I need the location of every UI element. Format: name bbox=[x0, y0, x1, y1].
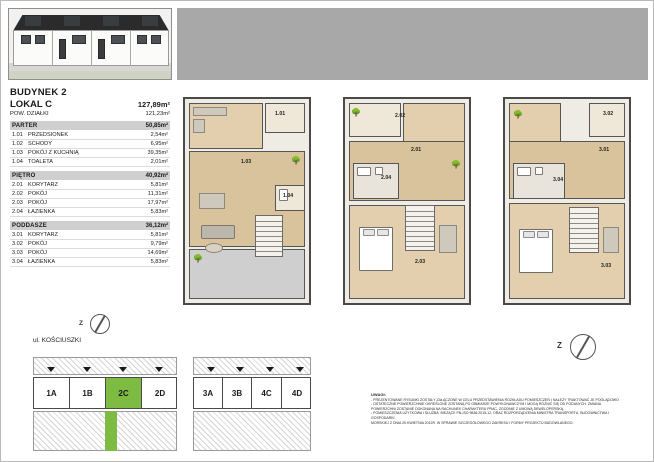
building-row-left bbox=[33, 377, 177, 409]
table-row bbox=[10, 240, 170, 249]
facade-window bbox=[35, 35, 45, 44]
dining-table bbox=[199, 193, 225, 209]
room-tag-2-02: 2.02 bbox=[395, 113, 406, 119]
site-plan bbox=[11, 337, 341, 454]
plant-icon: 🌳 bbox=[451, 160, 461, 169]
facade-window bbox=[151, 35, 161, 44]
room-table bbox=[10, 231, 170, 267]
entry-arrow-icon bbox=[296, 367, 304, 372]
poddasze-stairs bbox=[569, 207, 599, 253]
room-number: 2.03 bbox=[10, 199, 26, 208]
entry-arrow-icon bbox=[83, 367, 91, 372]
parter-stairs bbox=[255, 215, 283, 257]
bathtub bbox=[517, 167, 531, 176]
notes-line: - OSTATECZNE POWIERZCHNIE OKREŚLONE ZOSTANĄ PO OBMIARZE POWYKONAWCZYM I MOGĄ RÓŻNIĆ SIĘ OD PODANYCH. ZMIANA bbox=[371, 402, 602, 407]
room-tag-1-01: 1.01 bbox=[275, 111, 286, 117]
room-table bbox=[10, 131, 170, 167]
room-table bbox=[10, 181, 170, 217]
section-name: PODDASZE bbox=[12, 222, 47, 229]
room-number: 3.01 bbox=[10, 231, 26, 240]
site-unit-2c[interactable]: 2C bbox=[106, 378, 142, 408]
coffee-table bbox=[205, 243, 223, 253]
room-label: POKÓJ Z KUCHNIĄ bbox=[26, 149, 136, 158]
parter-entrance-1-01 bbox=[265, 103, 305, 133]
section-name: PARTER bbox=[12, 122, 38, 129]
entry-arrow-icon bbox=[47, 367, 55, 372]
entry-arrow-icon bbox=[266, 367, 274, 372]
street-name: ul. KOŚCIUSZKI bbox=[33, 337, 82, 344]
facade-window bbox=[72, 35, 86, 44]
plot-hatch-left bbox=[33, 357, 177, 375]
notes-title: UWAGI: bbox=[371, 392, 386, 397]
room-number: 1.03 bbox=[10, 149, 26, 158]
room-area: 2,54m² bbox=[136, 131, 170, 140]
room-tag-2-03: 2.03 bbox=[415, 259, 426, 265]
room-label: KORYTARZ bbox=[26, 231, 136, 240]
site-unit-4d[interactable]: 4D bbox=[291, 388, 303, 398]
room-label: POKÓJ bbox=[26, 249, 136, 258]
site-unit-4c[interactable]: 4C bbox=[252, 378, 282, 408]
facade-door bbox=[98, 39, 105, 59]
table-row bbox=[10, 131, 170, 140]
facade-dormer bbox=[103, 16, 119, 26]
apartment-legend bbox=[10, 87, 170, 267]
notes-line: - POMIESZCZENIA UŻYTKOWA I SŁUŻBA. BIEŻĄCE PN-ISO 9836:2015-12, ORAZ ROZPORZĄDZENIA MINISTRA TRANSPORTU, BUDOWNICTWA I bbox=[371, 411, 610, 416]
room-area: 6,95m² bbox=[136, 140, 170, 149]
facade-window bbox=[111, 35, 125, 44]
room-label: ŁAZIENKA bbox=[26, 208, 136, 217]
table-row bbox=[10, 149, 170, 158]
room-number: 2.01 bbox=[10, 181, 26, 190]
sink bbox=[375, 167, 383, 175]
room-label: PRZEDSIONEK bbox=[26, 131, 136, 140]
notes-line: - PREZENTOWANE RYSUNKI ZOSTAŁY ZAŁĄCZONE W CELU PRZEDSTAWIENIA ROZKŁADU POMIESZCZEŃ I NALEŻY TRAKTOWAĆ JE POGLĄDOWO bbox=[371, 397, 619, 402]
room-label: KORYTARZ bbox=[26, 181, 136, 190]
room-tag-3-01: 3.01 bbox=[599, 147, 610, 153]
plot-area-label: POW. DZIAŁKI bbox=[10, 111, 49, 117]
table-row bbox=[10, 140, 170, 149]
room-number: 3.03 bbox=[10, 249, 26, 258]
room-area: 5,81m² bbox=[136, 181, 170, 190]
room-label: TOALETA bbox=[26, 158, 136, 167]
table-row bbox=[10, 258, 170, 267]
unit-total-area: 127,89m² bbox=[137, 100, 170, 109]
room-label: POKÓJ bbox=[26, 199, 136, 208]
room-tag-3-02: 3.02 bbox=[603, 111, 614, 117]
bathtub bbox=[357, 167, 371, 176]
site-unit-3a[interactable]: 3A bbox=[194, 378, 223, 408]
facade-divider bbox=[52, 30, 53, 66]
room-number: 3.04 bbox=[10, 258, 26, 267]
plant-icon: 🌳 bbox=[351, 108, 361, 117]
building-facade-render bbox=[8, 8, 172, 80]
unit-name: LOKAL C bbox=[10, 99, 53, 110]
notes-block bbox=[371, 393, 646, 425]
site-unit-2d[interactable]: 2D bbox=[154, 388, 166, 398]
table-row bbox=[10, 208, 170, 217]
facade-window bbox=[137, 35, 147, 44]
plant-icon: 🌳 bbox=[193, 254, 203, 263]
table-row bbox=[10, 199, 170, 208]
room-number: 2.04 bbox=[10, 208, 26, 217]
room-tag-1-03: 1.03 bbox=[241, 159, 252, 165]
room-number: 1.04 bbox=[10, 158, 26, 167]
legend-section-pietro bbox=[10, 171, 170, 217]
plant-icon: 🌳 bbox=[513, 110, 523, 119]
room-area: 5,83m² bbox=[136, 258, 170, 267]
entry-arrow-icon bbox=[119, 367, 127, 372]
facade-lawn bbox=[9, 71, 171, 79]
entry-arrow-icon bbox=[236, 367, 244, 372]
room-number: 3.02 bbox=[10, 240, 26, 249]
wardrobe bbox=[603, 227, 619, 253]
room-area: 17,97m² bbox=[136, 199, 170, 208]
compass-label-z: Z bbox=[79, 320, 83, 327]
section-name: PIĘTRO bbox=[12, 172, 36, 179]
facade-divider bbox=[130, 30, 131, 66]
room-tag-2-04: 2.04 bbox=[381, 175, 392, 181]
room-area: 39,35m² bbox=[136, 149, 170, 158]
section-area: 40,92m² bbox=[145, 172, 168, 179]
room-number: 1.02 bbox=[10, 140, 26, 149]
poddasze-room-3-02 bbox=[589, 103, 625, 137]
notes-line: GOSPODARKI bbox=[371, 415, 395, 420]
facade-door bbox=[59, 39, 66, 59]
header-banner bbox=[177, 8, 648, 80]
building-name: BUDYNEK 2 bbox=[10, 87, 67, 98]
room-tag-3-03: 3.03 bbox=[601, 263, 612, 269]
room-label: ŁAZIENKA bbox=[26, 258, 136, 267]
site-unit-1b[interactable]: 1B bbox=[70, 378, 106, 408]
sofa bbox=[201, 225, 235, 239]
table-row bbox=[10, 190, 170, 199]
wardrobe bbox=[439, 225, 457, 253]
table-row bbox=[10, 249, 170, 258]
parter-terrace bbox=[189, 249, 305, 299]
table-row bbox=[10, 231, 170, 240]
entry-arrow-icon bbox=[207, 367, 215, 372]
floorplan-pietro bbox=[343, 97, 471, 305]
section-area: 50,85m² bbox=[145, 122, 168, 129]
pillow bbox=[363, 229, 375, 236]
notes-line: MORSKIEJ Z DNIA 25 KWIETNIA 2012R. W SPRAWIE SZCZEGÓŁOWEGO ZAKRESU I FORMY PROJEKTU BUDOWLANEGO. bbox=[371, 420, 574, 425]
legend-section-poddasze bbox=[10, 221, 170, 267]
section-area: 36,12m² bbox=[145, 222, 168, 229]
room-area: 14,69m² bbox=[136, 249, 170, 258]
kitchen-counter bbox=[193, 107, 227, 116]
compass-rose-site bbox=[557, 331, 601, 363]
compass-label-z: Z bbox=[557, 341, 562, 350]
room-area: 9,79m² bbox=[136, 240, 170, 249]
legend-section-parter bbox=[10, 121, 170, 167]
room-label: POKÓJ bbox=[26, 240, 136, 249]
kitchen-island bbox=[193, 119, 205, 133]
notes-line: POWIERZCHNI ZOSTANIE DOKONANA NA RACHUNEK CHARAKTERU PRAC, ZGODNIE Z UMOWĄ DEWELOPERSKĄ. bbox=[371, 406, 565, 411]
pillow bbox=[523, 231, 535, 238]
room-area: 5,81m² bbox=[136, 231, 170, 240]
room-tag-1-04: 1.04 bbox=[283, 193, 294, 199]
facade-window bbox=[21, 35, 31, 44]
room-area: 11,31m² bbox=[136, 190, 170, 199]
room-area: 2,01m² bbox=[136, 158, 170, 167]
room-number: 1.01 bbox=[10, 131, 26, 140]
highlighted-plot-strip bbox=[105, 411, 117, 451]
room-area: 5,83m² bbox=[136, 208, 170, 217]
plot-area-value: 121,23m² bbox=[145, 111, 170, 117]
pietro-stairs bbox=[405, 205, 435, 251]
room-label: POKÓJ bbox=[26, 190, 136, 199]
entry-arrow-icon bbox=[155, 367, 163, 372]
floorplan-parter bbox=[183, 97, 311, 305]
garden-right bbox=[193, 411, 311, 451]
floorplan-poddasze bbox=[503, 97, 631, 305]
room-tag-2-01: 2.01 bbox=[411, 147, 422, 153]
room-tag-3-04: 3.04 bbox=[553, 177, 564, 183]
sink bbox=[535, 167, 543, 175]
pillow bbox=[377, 229, 389, 236]
plant-icon: 🌳 bbox=[291, 156, 301, 165]
building-row-right bbox=[193, 377, 311, 409]
site-unit-1a[interactable]: 1A bbox=[34, 378, 70, 408]
plot-hatch-right bbox=[193, 357, 311, 375]
site-unit-3b[interactable]: 3B bbox=[223, 378, 252, 408]
table-row bbox=[10, 181, 170, 190]
pillow bbox=[537, 231, 549, 238]
table-row bbox=[10, 158, 170, 167]
room-label: SCHODY bbox=[26, 140, 136, 149]
room-number: 2.02 bbox=[10, 190, 26, 199]
facade-divider bbox=[91, 30, 92, 66]
facade-dormer bbox=[142, 16, 158, 26]
facade-dormer bbox=[64, 16, 80, 26]
compass-rose-plans bbox=[79, 313, 113, 337]
facade-dormer bbox=[25, 16, 41, 26]
